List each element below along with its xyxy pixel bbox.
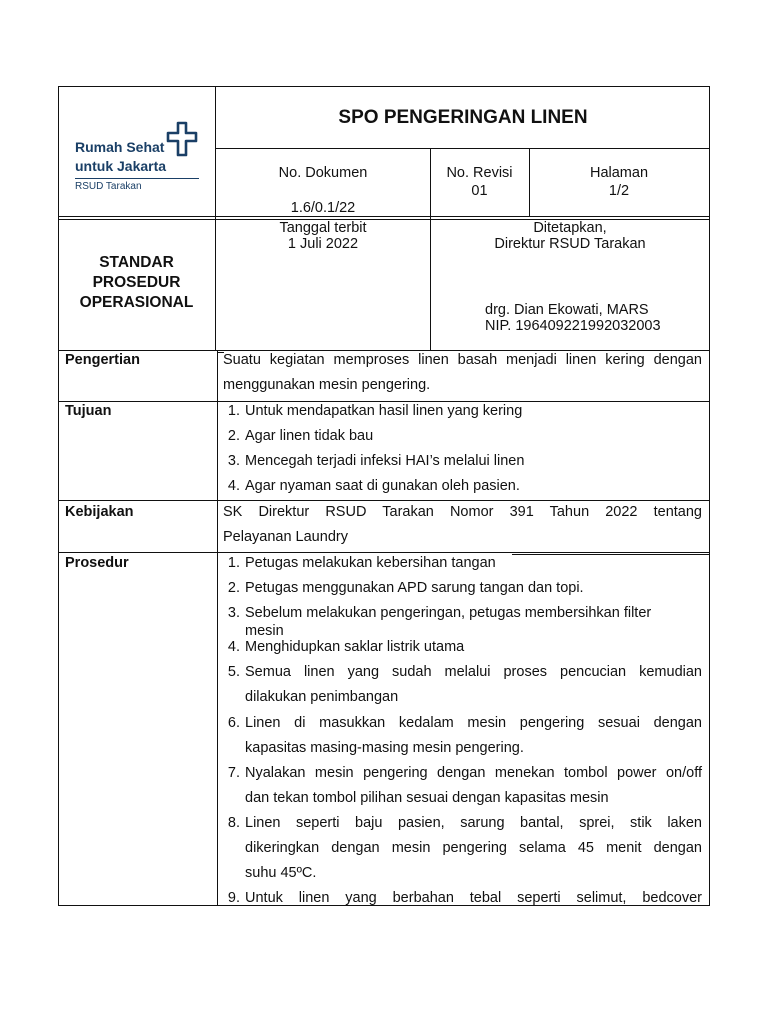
list-item-text: Mencegah terjadi infeksi HAI’s melalui linen <box>245 453 525 469</box>
section-label-pengertian: Pengertian <box>65 352 140 368</box>
doc-number-value: 1.6/0.1/22 <box>290 200 356 216</box>
logo-line-2: untuk Jakarta <box>75 158 167 174</box>
logo-line-1: Rumah Sehat <box>75 139 165 155</box>
list-item-text: Untuk mendapatkan hasil linen yang kering <box>245 403 523 419</box>
revision-label: No. Revisi <box>446 165 513 181</box>
list-item-text: Petugas melakukan kebersihan tangan <box>245 555 496 571</box>
kebijakan-line-1: SK Direktur RSUD Tarakan Nomor 391 Tahun 2022 tentang <box>223 504 702 520</box>
list-item-continuation: dilakukan penimbangan <box>245 689 399 705</box>
set-label: Ditetapkan, <box>533 220 607 236</box>
page-value: 1/2 <box>608 183 630 199</box>
kebijakan-line-2: Pelayanan Laundry <box>223 529 348 545</box>
list-item-continuation: dikeringkan dengan mesin pengering selama 45 menit dengan <box>245 840 702 856</box>
issued-date: 1 Juli 2022 <box>287 236 359 252</box>
pengertian-line-1: Suatu kegiatan memproses linen basah menjadi linen kering dengan <box>223 352 702 368</box>
list-item-text: Menghidupkan saklar listrik utama <box>245 639 465 655</box>
doc-number-label: No. Dokumen <box>278 165 368 181</box>
section-label-tujuan: Tujuan <box>65 403 112 419</box>
list-item-text: Linen seperti baju pasien, sarung bantal, sprei, stik laken <box>245 815 702 831</box>
revision-value: 01 <box>471 183 488 199</box>
pengertian-line-2: menggunakan mesin pengering. <box>223 377 431 393</box>
list-item-text: Untuk linen yang berbahan tebal seperti selimut, bedcover <box>245 890 702 906</box>
signer-nip: NIP. 196409221992032003 <box>485 318 661 334</box>
cross-plus-icon <box>163 120 201 160</box>
list-item-text: Nyalakan mesin pengering dengan menekan tombol power on/off <box>245 765 702 781</box>
list-item-text: Agar linen tidak bau <box>245 428 374 444</box>
page-title: SPO PENGERINGAN LINEN <box>338 107 588 128</box>
signer-name: drg. Dian Ekowati, MARS <box>485 302 649 318</box>
list-item-text: Agar nyaman saat di gunakan oleh pasien. <box>245 478 520 494</box>
section-label-kebijakan: Kebijakan <box>65 504 134 520</box>
sop-label-line: STANDAR <box>99 254 174 271</box>
list-item-text: Semua linen yang sudah melalui proses pencucian kemudian <box>245 664 702 680</box>
list-item-continuation: suhu 45ºC. <box>245 865 317 881</box>
list-item-continuation: dan tekan tombol pilihan sesuai dengan kapasitas mesin <box>245 790 609 806</box>
list-item-text: Petugas menggunakan APD sarung tangan dan topi. <box>245 580 584 596</box>
page-label: Halaman <box>589 165 649 181</box>
sop-label-line: PROSEDUR <box>92 274 181 291</box>
list-item-text: Linen di masukkan kedalam mesin pengering sesuai dengan <box>245 715 702 731</box>
list-item-continuation: mesin <box>245 623 284 639</box>
list-item-continuation: kapasitas masing-masing mesin pengering. <box>245 740 524 756</box>
issued-label: Tanggal terbit <box>279 220 367 236</box>
set-by: Direktur RSUD Tarakan <box>494 236 646 252</box>
section-label-prosedur: Prosedur <box>65 555 129 571</box>
logo-line-3: RSUD Tarakan <box>75 181 142 192</box>
list-item-text: Sebelum melakukan pengeringan, petugas membersihkan filter <box>245 605 652 621</box>
sop-label-line: OPERASIONAL <box>79 294 194 311</box>
